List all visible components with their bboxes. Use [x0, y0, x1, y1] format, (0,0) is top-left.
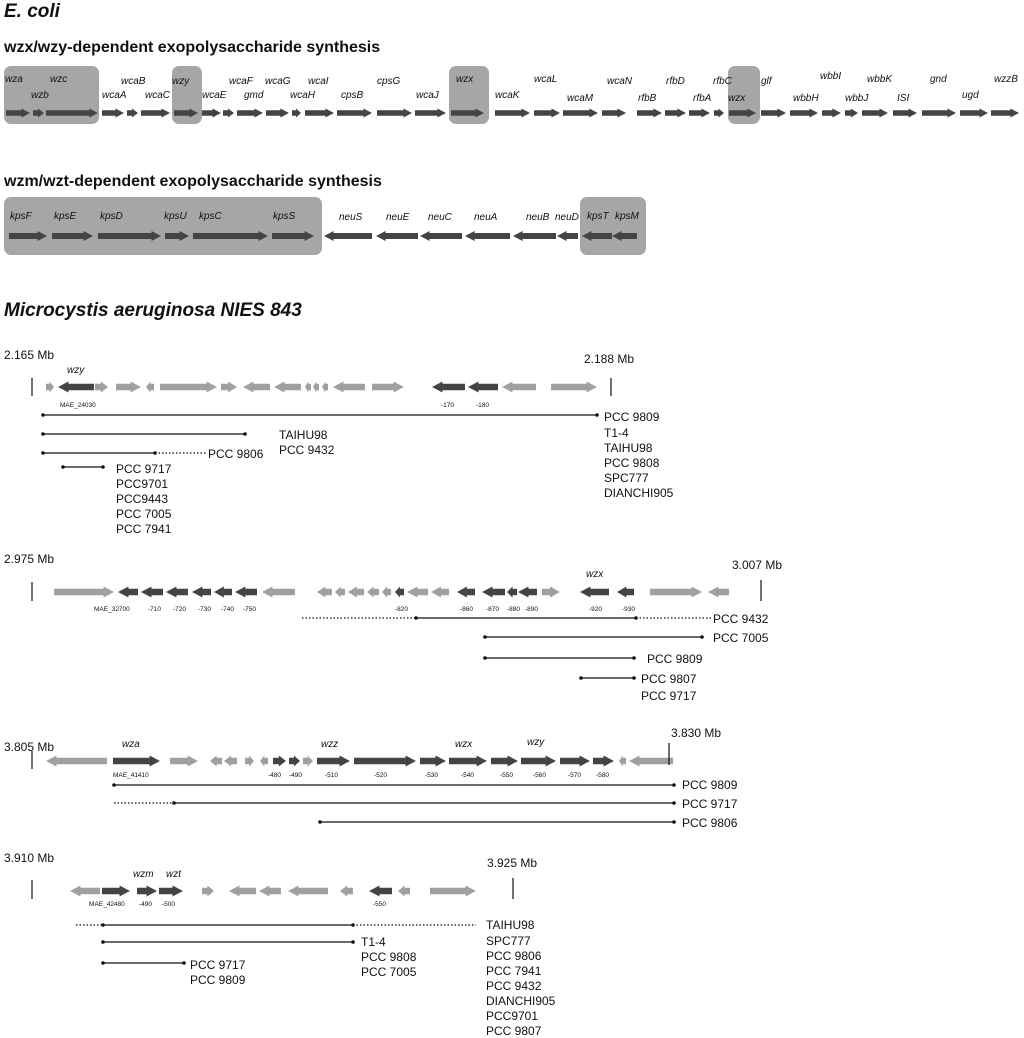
- gene-arrow: [303, 756, 313, 767]
- gene-arrow: [457, 587, 475, 598]
- gene-label: wza: [5, 74, 23, 85]
- p2-tag: -880: [507, 606, 521, 613]
- gene-arrow: [790, 109, 818, 118]
- p2-tag: -860: [460, 606, 474, 613]
- gene-label: wcaE: [202, 90, 227, 101]
- strain-label: DIANCHI905: [604, 486, 674, 500]
- gene-arrow: [192, 587, 211, 598]
- p3-tag: -510: [325, 772, 339, 779]
- gene-label: wzb: [31, 90, 49, 101]
- gene-arrow: [305, 109, 334, 118]
- strain-label: PCC 9432: [279, 443, 335, 457]
- gene-label: glf: [761, 76, 772, 87]
- gene-arrow: [382, 587, 391, 598]
- segment-end-dot: [579, 676, 583, 680]
- gene-arrow: [495, 109, 530, 118]
- gene-arrow: [259, 886, 281, 897]
- gene-arrow: [551, 382, 597, 393]
- strain-label: T1-4: [361, 935, 386, 949]
- gene-arrow: [862, 109, 888, 118]
- p3-tag: -490: [289, 772, 303, 779]
- gene-label: wcaN: [607, 76, 633, 87]
- gene-arrow: [322, 382, 328, 393]
- gene-label: wcaJ: [416, 90, 439, 101]
- strain-label: PCC 9432: [713, 612, 769, 626]
- gene-arrow: [166, 587, 188, 598]
- p2-tag: -920: [589, 606, 603, 613]
- gene-arrow: [274, 382, 301, 393]
- gene-arrow: [348, 587, 364, 598]
- gene-arrow: [340, 886, 353, 897]
- p3-tag: -580: [596, 772, 610, 779]
- gene-arrow: [288, 886, 328, 897]
- strain-label: PCC 9717: [116, 462, 172, 476]
- gene-label: wcaF: [229, 76, 253, 87]
- gene-label: kpsC: [199, 211, 222, 222]
- strain-label: PCC 7005: [713, 631, 769, 645]
- p3-end-label: 3.830 Mb: [671, 726, 722, 740]
- gene-arrow: [689, 109, 710, 118]
- segment-end-dot: [632, 656, 636, 660]
- gene-arrow: [491, 756, 518, 767]
- gene-arrow: [602, 109, 626, 118]
- gene-label: wcaA: [102, 90, 127, 101]
- p3-tag: -530: [425, 772, 439, 779]
- gene-label: wzc: [50, 74, 68, 85]
- gene-arrow: [991, 109, 1019, 118]
- gene-label: rfbD: [666, 76, 685, 87]
- gene-arrow: [102, 886, 130, 897]
- gene-arrow: [46, 756, 107, 767]
- gene-label: rfbA: [693, 93, 712, 104]
- gene-label: kpsD: [100, 211, 123, 222]
- strain-label: PCC 9432: [486, 979, 542, 993]
- p2-end-label: 3.007 Mb: [732, 558, 783, 572]
- gene-arrow: [214, 587, 232, 598]
- p3-tag: -570: [568, 772, 582, 779]
- gene-arrow: [317, 587, 332, 598]
- p3-tag: -480: [268, 772, 282, 779]
- segment-end-dot: [101, 465, 105, 469]
- gene-arrow: [761, 109, 786, 118]
- p1-tag: -180: [476, 402, 490, 409]
- gene-arrow: [116, 382, 141, 393]
- gene-arrow: [617, 587, 634, 598]
- gene-arrow: [542, 587, 560, 598]
- gene-arrow: [372, 382, 404, 393]
- p3-gene-label: wza: [122, 739, 140, 750]
- segment-end-dot: [672, 801, 676, 805]
- p1-start-label: 2.165 Mb: [4, 348, 55, 362]
- gene-arrow: [513, 231, 556, 241]
- strain-label: PCC 9808: [604, 456, 660, 470]
- p4-gene-label: wzt: [166, 869, 181, 880]
- gene-label: wzx: [456, 74, 474, 85]
- gene-label: wcaL: [534, 74, 558, 85]
- gene-label: neuA: [474, 212, 498, 223]
- gene-arrow: [395, 587, 404, 598]
- segment-end-dot: [318, 820, 322, 824]
- strain-label: PCC9701: [486, 1009, 539, 1023]
- gene-arrow: [714, 109, 724, 118]
- gene-arrow: [650, 587, 702, 598]
- gene-arrow: [507, 587, 517, 598]
- segment-end-dot: [182, 961, 186, 965]
- gene-label: wbbI: [820, 71, 842, 82]
- strain-label: T1-4: [604, 426, 629, 440]
- gene-arrow: [432, 382, 465, 393]
- segment-end-dot: [101, 923, 105, 927]
- strain-label: PCC 9807: [641, 672, 697, 686]
- gene-arrow: [170, 756, 198, 767]
- gene-arrow: [593, 756, 614, 767]
- segment-end-dot: [112, 783, 116, 787]
- p2-tag: -870: [486, 606, 500, 613]
- gene-arrow: [560, 756, 590, 767]
- gene-arrow: [266, 109, 289, 118]
- p2-tag: -730: [198, 606, 212, 613]
- gene-arrow: [369, 886, 392, 897]
- gene-arrow: [502, 382, 536, 393]
- segment-end-dot: [172, 801, 176, 805]
- strain-label: PCC 7941: [486, 964, 542, 978]
- gene-arrow: [292, 109, 301, 118]
- gene-label: wbbK: [867, 74, 893, 85]
- strain-label: PCC 9809: [682, 778, 738, 792]
- gene-arrow: [58, 382, 94, 393]
- strain-label: PCC9701: [116, 477, 169, 491]
- gene-arrow: [146, 382, 154, 393]
- strain-label: PCC 7005: [361, 965, 417, 979]
- segment-end-dot: [700, 635, 704, 639]
- gene-arrow: [237, 109, 263, 118]
- gene-arrow: [563, 109, 598, 118]
- p2-tag: -930: [622, 606, 636, 613]
- gene-label: wcaC: [145, 90, 171, 101]
- gene-arrow: [521, 756, 556, 767]
- gene-label: wzzB: [994, 74, 1018, 85]
- gene-arrow: [273, 756, 286, 767]
- gene-label: cpsB: [341, 90, 364, 101]
- p3-tag: MAE_41410: [113, 772, 149, 779]
- gene-arrow: [629, 756, 673, 767]
- p4-tag: -500: [162, 901, 176, 908]
- gene-label: ISI: [897, 93, 910, 104]
- gene-label: kpsT: [587, 211, 609, 222]
- ecoli-title: E. coli: [4, 1, 60, 22]
- p1-end-label: 2.188 Mb: [584, 352, 635, 366]
- gene-arrow: [159, 886, 183, 897]
- gene-arrow: [665, 109, 686, 118]
- strain-label: PCC 9808: [361, 950, 417, 964]
- p2-start-label: 2.975 Mb: [4, 552, 55, 566]
- gene-arrow: [54, 587, 114, 598]
- gene-arrow: [430, 886, 476, 897]
- gene-arrow: [245, 756, 254, 767]
- gene-arrow: [262, 587, 295, 598]
- p4-start-label: 3.910 Mb: [4, 851, 55, 865]
- p3-start-label: 3.805 Mb: [4, 740, 55, 754]
- p2-tag: -710: [148, 606, 162, 613]
- gene-arrow: [415, 109, 446, 118]
- strain-label: PCC 9806: [208, 447, 264, 461]
- gene-arrow: [822, 109, 841, 118]
- gene-arrow: [127, 109, 138, 118]
- segment-end-dot: [41, 432, 45, 436]
- gene-arrow: [482, 587, 505, 598]
- p3-tag: -520: [374, 772, 388, 779]
- strain-label: PCC 7941: [116, 522, 172, 536]
- p3-tag: -550: [500, 772, 514, 779]
- segment-end-dot: [101, 940, 105, 944]
- gene-arrow: [95, 382, 108, 393]
- p2-tag: -890: [525, 606, 539, 613]
- gene-label: neuC: [428, 212, 452, 223]
- p4-end-label: 3.925 Mb: [487, 856, 538, 870]
- p4-tag: -550: [373, 901, 387, 908]
- p2-tag: -720: [173, 606, 187, 613]
- strain-label: TAIHU98: [486, 918, 535, 932]
- strain-label: TAIHU98: [604, 441, 653, 455]
- gene-arrow: [113, 756, 160, 767]
- gene-label: wzx: [728, 93, 746, 104]
- gene-label: wzy: [172, 76, 190, 87]
- segment-end-dot: [101, 961, 105, 965]
- segment-end-dot: [351, 940, 355, 944]
- p1-tag: -170: [441, 402, 455, 409]
- gene-label: gmd: [244, 90, 264, 101]
- p2-gene-label: wzx: [586, 569, 604, 580]
- strain-label: PCC 9809: [647, 652, 703, 666]
- gene-arrow: [289, 756, 300, 767]
- gene-arrow: [224, 756, 237, 767]
- segment-end-dot: [672, 783, 676, 787]
- gene-label: kpsS: [273, 211, 296, 222]
- gene-arrow: [141, 109, 170, 118]
- p2-tag: MAE_32700: [94, 606, 130, 613]
- gene-arrow: [141, 587, 163, 598]
- strain-label: DIANCHI905: [486, 994, 556, 1008]
- gene-arrow: [367, 587, 379, 598]
- gene-arrow: [376, 231, 418, 241]
- segment-end-dot: [483, 656, 487, 660]
- gene-arrow: [118, 587, 138, 598]
- microcystis-title: Microcystis aeruginosa NIES 843: [4, 300, 302, 321]
- gene-arrow: [407, 587, 428, 598]
- strain-label: PCC 9809: [190, 973, 246, 987]
- gene-arrow: [210, 756, 222, 767]
- segment-end-dot: [243, 432, 247, 436]
- gene-arrow: [337, 109, 372, 118]
- strain-label: TAIHU98: [279, 428, 328, 442]
- gene-arrow: [335, 587, 345, 598]
- gene-arrow: [137, 886, 157, 897]
- highlight-box: [4, 197, 322, 255]
- gene-arrow: [708, 587, 729, 598]
- gene-label: rfbC: [713, 76, 732, 87]
- gene-arrow: [893, 109, 917, 118]
- gene-label: neuD: [555, 212, 579, 223]
- strain-label: SPC777: [486, 934, 531, 948]
- gene-arrow: [420, 231, 462, 241]
- gene-arrow: [70, 886, 100, 897]
- gene-arrow: [845, 109, 858, 118]
- p1-gene-label: wzy: [67, 365, 85, 376]
- gene-label: neuB: [526, 212, 550, 223]
- strain-label: PCC 9717: [641, 689, 697, 703]
- p3-gene-label: wzy: [527, 737, 545, 748]
- gene-arrow: [637, 109, 662, 118]
- gene-label: kpsE: [54, 211, 77, 222]
- gene-arrow: [354, 756, 416, 767]
- p4-gene-label: wzm: [133, 869, 154, 880]
- gene-arrow: [420, 756, 446, 767]
- strain-label: PCC 9807: [486, 1024, 542, 1038]
- p3-gene-label: wzx: [455, 739, 473, 750]
- gene-arrow: [449, 756, 487, 767]
- gene-label: kpsF: [10, 211, 32, 222]
- gene-arrow: [922, 109, 956, 118]
- gene-arrow: [243, 382, 270, 393]
- gene-arrow: [377, 109, 412, 118]
- gene-arrow: [102, 109, 124, 118]
- gene-arrow: [431, 587, 449, 598]
- wzx-section-header: wzx/wzy-dependent exopolysaccharide synthesis: [4, 39, 381, 56]
- gene-arrow: [465, 231, 510, 241]
- wzm-section-header: wzm/wzt-dependent exopolysaccharide synthesis: [4, 173, 382, 190]
- gene-label: wcaK: [495, 90, 520, 101]
- gene-arrow: [221, 382, 237, 393]
- strain-label: PCC9443: [116, 492, 169, 506]
- gene-arrow: [534, 109, 560, 118]
- segment-end-dot: [41, 451, 45, 455]
- strain-label: PCC 9717: [190, 958, 246, 972]
- p1-tag: MAE_24030: [60, 402, 96, 409]
- segment-end-dot: [483, 635, 487, 639]
- gene-label: neuE: [386, 212, 410, 223]
- gene-label: gnd: [930, 74, 947, 85]
- p4-tag: -490: [139, 901, 153, 908]
- p2-tag: -740: [221, 606, 235, 613]
- segment-end-dot: [672, 820, 676, 824]
- p3-tag: -540: [461, 772, 475, 779]
- gene-arrow: [468, 382, 498, 393]
- highlight-box: [580, 197, 646, 255]
- gene-arrow: [557, 231, 578, 241]
- p3-tag: -560: [533, 772, 547, 779]
- segment-end-dot: [595, 413, 599, 417]
- gene-arrow: [260, 756, 268, 767]
- segment-end-dot: [414, 616, 418, 620]
- p3-gene-label: wzz: [321, 739, 339, 750]
- gene-label: wbbH: [793, 93, 819, 104]
- gene-label: kpsM: [615, 211, 639, 222]
- p4-tag: MAE_42480: [89, 901, 125, 908]
- gene-arrow: [313, 382, 319, 393]
- gene-label: wcaM: [567, 93, 594, 104]
- gene-label: neuS: [339, 212, 363, 223]
- gene-arrow: [229, 886, 256, 897]
- gene-arrow: [202, 109, 221, 118]
- strain-label: PCC 7005: [116, 507, 172, 521]
- gene-arrow: [580, 587, 609, 598]
- strain-label: SPC777: [604, 471, 649, 485]
- gene-arrow: [223, 109, 234, 118]
- p2-tag: -750: [243, 606, 257, 613]
- gene-arrow: [160, 382, 217, 393]
- gene-label: ugd: [962, 90, 979, 101]
- gene-arrow: [518, 587, 537, 598]
- gene-arrow: [317, 756, 350, 767]
- gene-label: kpsU: [164, 211, 187, 222]
- gene-label: wcaI: [308, 76, 329, 87]
- gene-arrow: [333, 382, 365, 393]
- gene-arrow: [398, 886, 410, 897]
- gene-label: wbbJ: [845, 93, 869, 104]
- gene-arrow: [202, 886, 214, 897]
- segment-end-dot: [61, 465, 65, 469]
- gene-arrow: [305, 382, 311, 393]
- gene-arrow: [324, 231, 372, 241]
- gene-arrow: [235, 587, 257, 598]
- gene-label: cpsG: [377, 76, 401, 87]
- gene-label: wcaH: [290, 90, 316, 101]
- gene-arrow: [46, 382, 54, 393]
- strain-label: PCC 9806: [682, 816, 738, 830]
- segment-end-dot: [632, 676, 636, 680]
- strain-label: PCC 9717: [682, 797, 738, 811]
- strain-label: PCC 9806: [486, 949, 542, 963]
- gene-arrow: [619, 756, 626, 767]
- gene-label: wcaG: [265, 76, 291, 87]
- p2-tag: -820: [395, 606, 409, 613]
- strain-label: PCC 9809: [604, 410, 660, 424]
- segment-end-dot: [41, 413, 45, 417]
- gene-label: wcaB: [121, 76, 146, 87]
- gene-arrow: [960, 109, 988, 118]
- gene-label: rfbB: [638, 93, 657, 104]
